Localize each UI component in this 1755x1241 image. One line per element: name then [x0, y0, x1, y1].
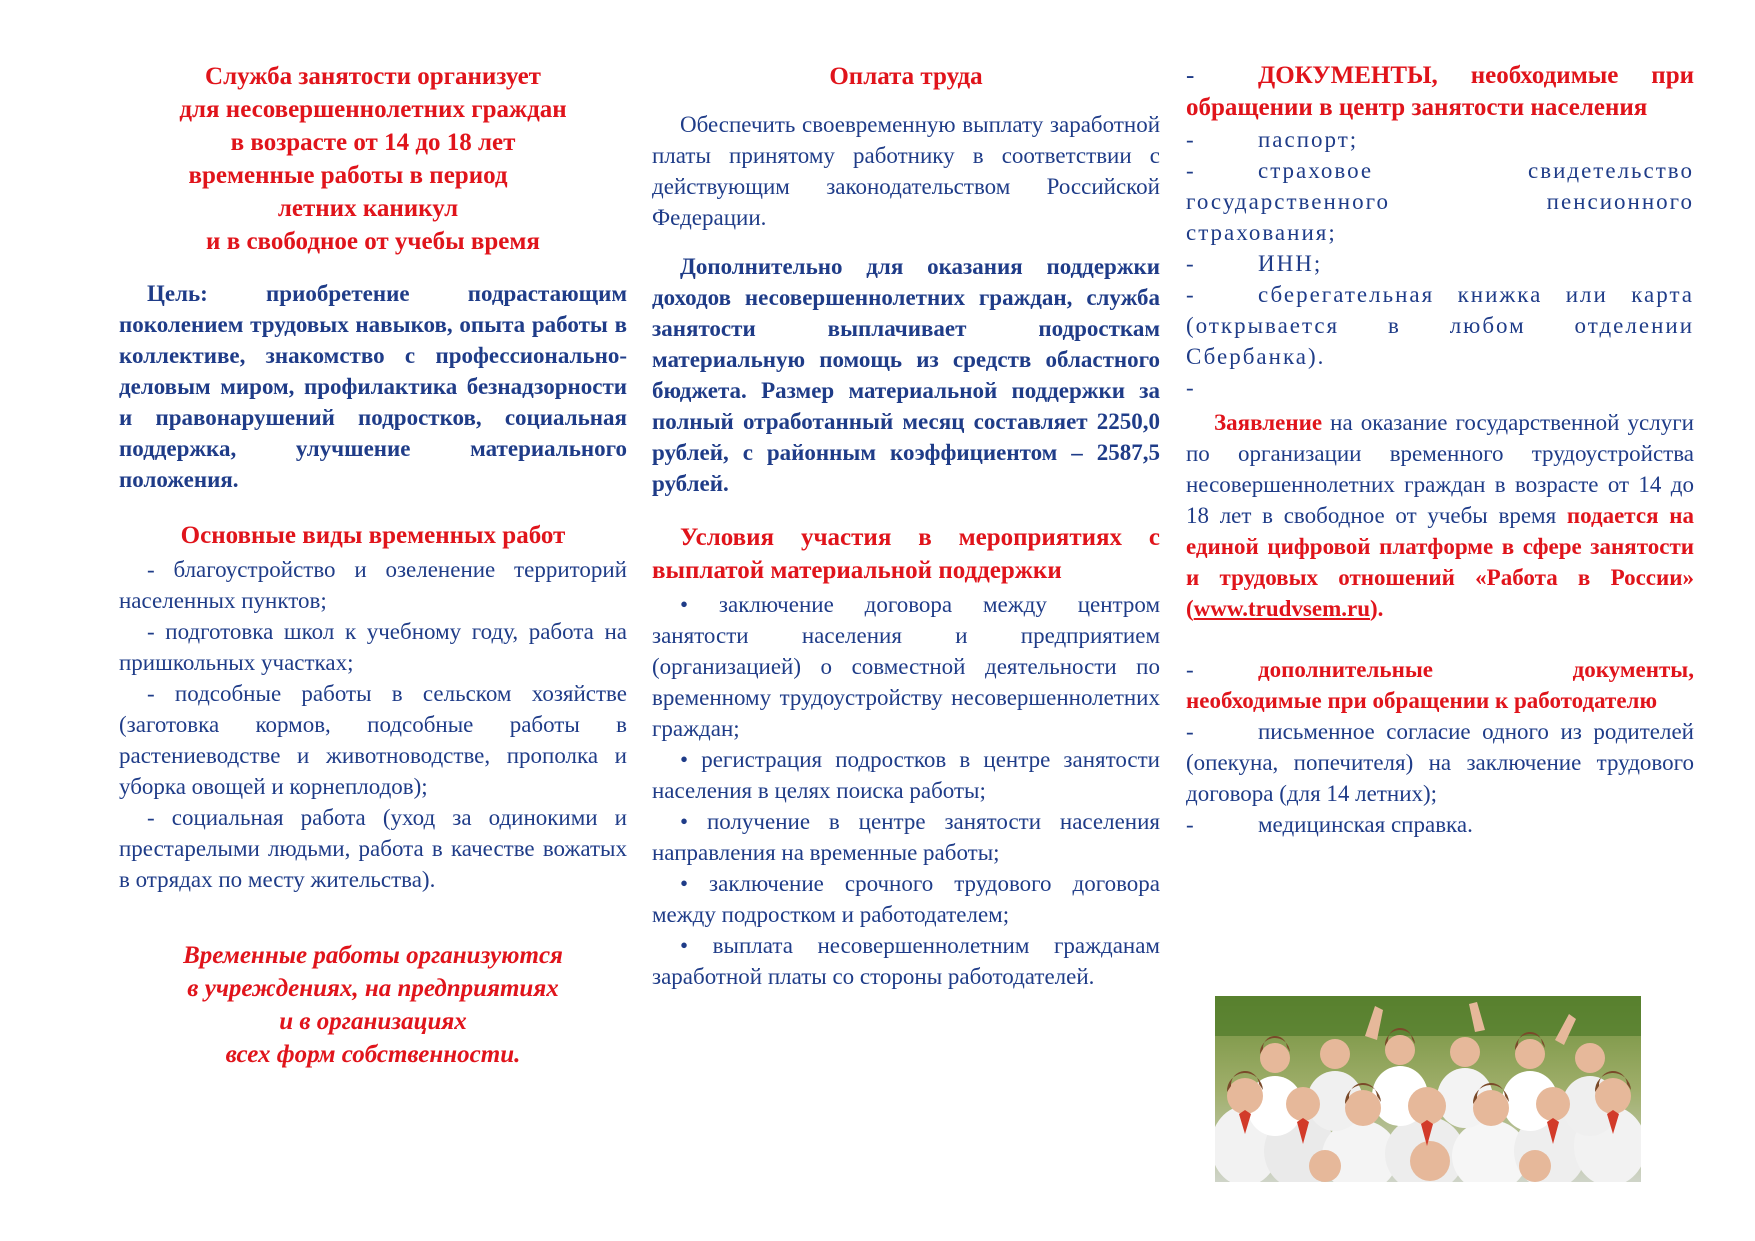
closing-line: в учреждениях, на предприятиях: [187, 975, 559, 1002]
title-line: летних каникул: [277, 195, 459, 222]
extra-docs-heading: [1186, 654, 1694, 716]
docs-heading-text: ДОКУМЕНТЫ, необходимые при обращении в центр занятости населения: [1186, 62, 1694, 121]
column-left: [119, 60, 627, 1071]
dash-marker: -: [1186, 719, 1194, 744]
types-item: - социальная работа (уход за одинокими и престарелыми людьми, работа в качестве вожатых в отрядах по месту жительства).: [119, 805, 627, 892]
title-line: и в свободное от учебы время: [206, 228, 540, 255]
application-platform: подается на единой цифровой платформе в сфере занятости и трудовых отношений «Работа в России» (: [1186, 503, 1694, 621]
pay-heading: Оплата труда: [829, 63, 983, 90]
docs-item: [1186, 124, 1694, 155]
extra-docs-heading-text: дополнительные документы, необходимые при обращении к работодателю: [1186, 657, 1694, 713]
closing-line: Временные работы организуются: [183, 942, 563, 969]
docs-item-text: паспорт;: [1258, 127, 1359, 152]
closing-line: и в организациях: [279, 1008, 467, 1035]
extra-docs-item: [1186, 809, 1694, 840]
title-line: временные работы в период: [188, 162, 508, 189]
trudvsem-link[interactable]: www.trudvsem.ru: [1193, 596, 1371, 621]
dash-marker: -: [1186, 282, 1196, 307]
application-text: на оказание государственной услуги по организации временного трудоустройства несовершеннолетних граждан в возрасте от 14 до 18 лет в свободное от учебы время: [1186, 410, 1694, 528]
extra-docs-item-text: медицинская справка.: [1258, 812, 1473, 837]
extra-docs-item-text: письменное согласие одного из родителей (опекуна, попечителя) на заключение трудового договора (для 14 летних);: [1186, 719, 1694, 806]
conditions-item: • заключение срочного трудового договора между подростком и работодателем;: [652, 871, 1160, 927]
pay-paragraph: Обеспечить своевременную выплату заработной платы принятому работнику в соответствии с действующим законодательством Российской Федерации.: [652, 112, 1160, 230]
group-photo: [1215, 996, 1641, 1182]
conditions-item: • выплата несовершеннолетним гражданам заработной платы со стороны работодателей.: [652, 933, 1160, 989]
support-paragraph: Дополнительно для оказания поддержки доходов несовершеннолетних граждан, служба занятости выплачивает подросткам материальную помощь из средств областного бюджета. Размер материальной поддержки за полный отработанный месяц составляет 2250,0 рублей, с районным коэффициентом – 2587,5 рублей.: [652, 254, 1160, 496]
application-paragraph: [1186, 407, 1694, 624]
types-item: - подготовка школ к учебному году, работа на пришкольных участках;: [119, 619, 627, 675]
title-line: Служба занятости организует: [205, 63, 541, 90]
docs-item: [1186, 248, 1694, 279]
docs-item: [1186, 155, 1694, 248]
dash-marker: -: [1186, 127, 1196, 152]
docs-item-text: ИНН;: [1258, 251, 1323, 276]
docs-item: [1186, 279, 1694, 372]
conditions-heading: Условия участия в мероприятиях с выплатой материальной поддержки: [652, 524, 1160, 584]
title-line: в возрасте от 14 до 18 лет: [230, 129, 516, 156]
conditions-item: • регистрация подростков в центре занятости населения в целях поиска работы;: [652, 747, 1160, 803]
dash-marker: -: [1186, 657, 1194, 682]
docs-item-text: страховое свидетельство государственного пенсионного страхования;: [1186, 158, 1694, 245]
docs-item-text: сберегательная книжка или карта (открывается в любом отделении Сбербанка).: [1186, 282, 1694, 369]
types-item: - благоустройство и озеленение территорий населенных пунктов;: [119, 557, 627, 613]
empty-dash-line: [1186, 372, 1694, 403]
types-heading: Основные виды временных работ: [180, 522, 566, 549]
conditions-item: • получение в центре занятости населения направления на временные работы;: [652, 809, 1160, 865]
conditions-item: • заключение договора между центром занятости населения и предприятием (организацией) о совместной деятельности по временному трудоустройству несовершеннолетних граждан;: [652, 592, 1160, 741]
application-keyword: Заявление: [1214, 410, 1323, 435]
docs-heading: [1186, 60, 1694, 124]
column-right: [1186, 60, 1694, 840]
application-end: ).: [1370, 596, 1384, 621]
dash-marker: -: [1186, 158, 1196, 183]
dash-marker: -: [1186, 812, 1194, 837]
dash-marker: -: [1186, 251, 1196, 276]
closing-line: всех форм собственности.: [225, 1041, 521, 1068]
types-item: - подсобные работы в сельском хозяйстве (заготовка кормов, подсобные работы в растениеводстве и животноводстве, прополка и уборка овощей и корнеплодов);: [119, 681, 627, 799]
extra-docs-item: [1186, 716, 1694, 809]
title-line: для несовершеннолетних граждан: [179, 96, 567, 123]
dash-marker: -: [1186, 375, 1194, 400]
dash-marker: -: [1186, 62, 1195, 89]
column-middle: [652, 60, 1160, 992]
main-title: [119, 60, 627, 258]
closing-note: [119, 939, 627, 1071]
goal-paragraph: Цель: приобретение подрастающим поколением трудовых навыков, опыта работы в коллективе, знакомство с профессионально-деловым миром, профилактика безнадзорности и правонарушений подростков, социальная поддержка, улучшение материального положения.: [119, 281, 627, 492]
group-photo-image: [1215, 996, 1641, 1182]
